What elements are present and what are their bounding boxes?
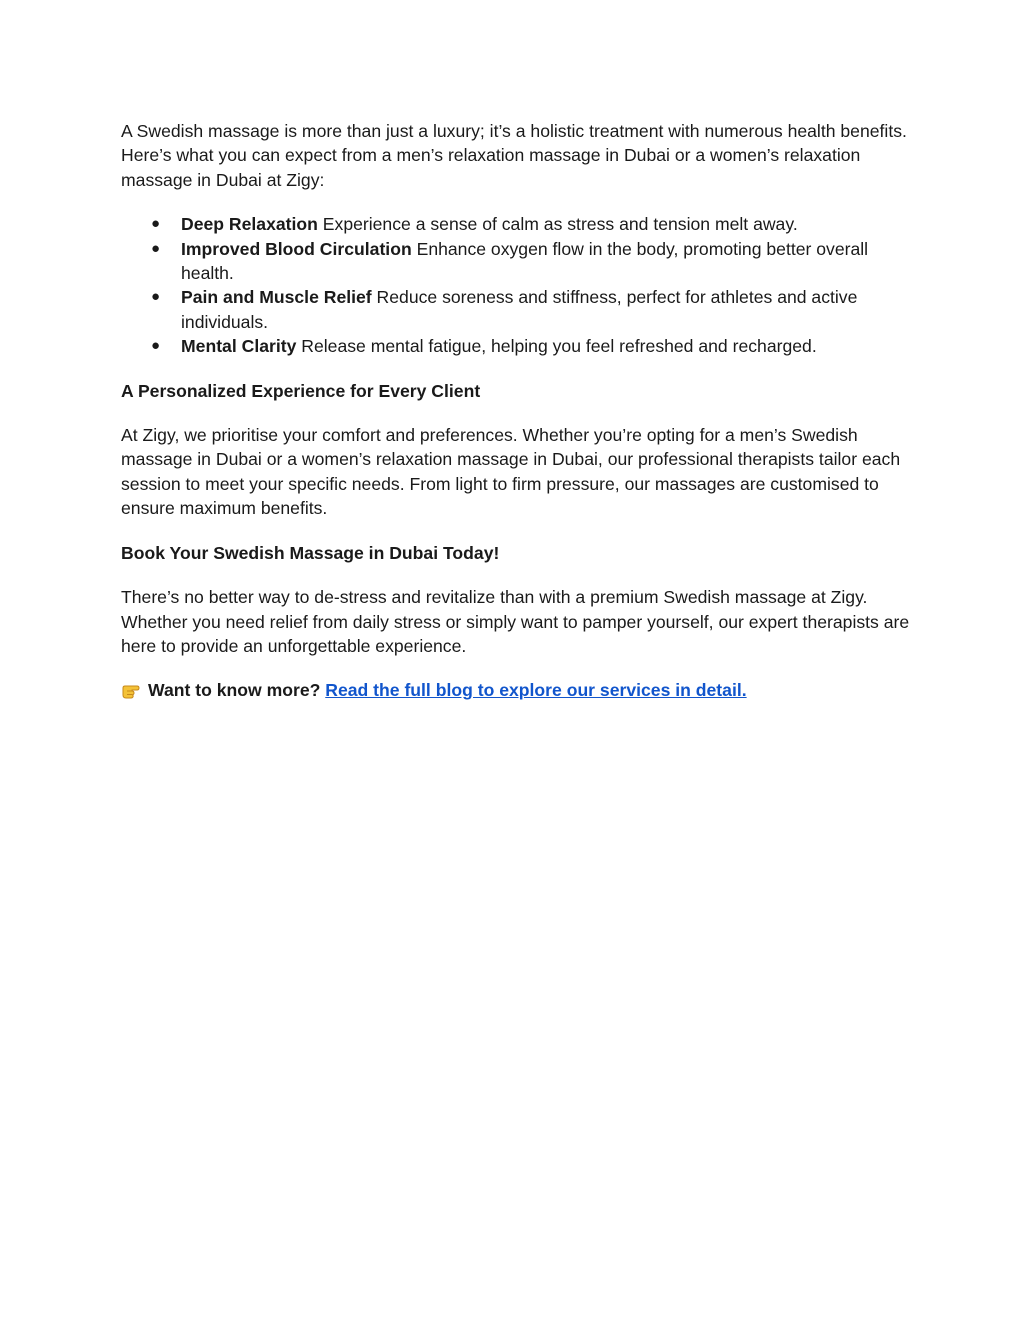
benefit-title: Mental Clarity [181, 336, 297, 357]
benefit-title: Improved Blood Circulation [181, 238, 412, 259]
benefit-title: Pain and Muscle Relief [181, 287, 372, 308]
document-page [121, 119, 911, 703]
benefits-list [121, 212, 911, 358]
list-item [121, 285, 911, 334]
bullet-icon: ● [151, 337, 161, 355]
benefit-text: Release mental fatigue, helping you feel refreshed and recharged. [301, 336, 817, 357]
bullet-icon: ● [151, 215, 161, 233]
bullet-icon: ● [151, 288, 161, 306]
list-item [121, 212, 911, 236]
benefit-text: Reduce soreness and stiffness, perfect for athletes and active individuals. [181, 287, 858, 332]
intro-paragraph: A Swedish massage is more than just a luxury; it’s a holistic treatment with numerous health benefits. Here’s what you can expect from a men’s relaxation massage in Dubai or a women’s relaxation massage in Dubai at Zigy: [121, 121, 907, 190]
booking-paragraph: There’s no better way to de-stress and revitalize than with a premium Swedish massage at Zigy. Whether you need relief from daily stress or simply want to pamper yourself, our expert therapists are here to provide an unforgettable experience. [121, 587, 910, 656]
personalized-paragraph: At Zigy, we prioritise your comfort and preferences. Whether you’re opting for a men’s Swedish massage in Dubai or a women’s relaxation massage in Dubai, our professional therapists tailor each session to meet your specific needs. From light to firm pressure, our massages are customised to ensure maximum benefits. [121, 425, 901, 519]
read-full-blog-link[interactable]: Read the full blog to explore our services in detail. [325, 680, 747, 701]
list-item [121, 334, 911, 358]
cta-prompt: Want to know more? [148, 680, 321, 701]
benefit-text: Enhance oxygen flow in the body, promoting better overall health. [181, 238, 869, 284]
personalized-heading: A Personalized Experience for Every Client [121, 380, 481, 401]
booking-heading: Book Your Swedish Massage in Dubai Today! [121, 542, 500, 563]
benefit-title: Deep Relaxation [181, 214, 318, 235]
list-item [121, 237, 911, 286]
bullet-icon: ● [151, 239, 161, 257]
call-to-action [121, 678, 911, 702]
benefit-text: Experience a sense of calm as stress and tension melt away. [322, 214, 798, 235]
pointing-hand-icon [121, 681, 143, 699]
